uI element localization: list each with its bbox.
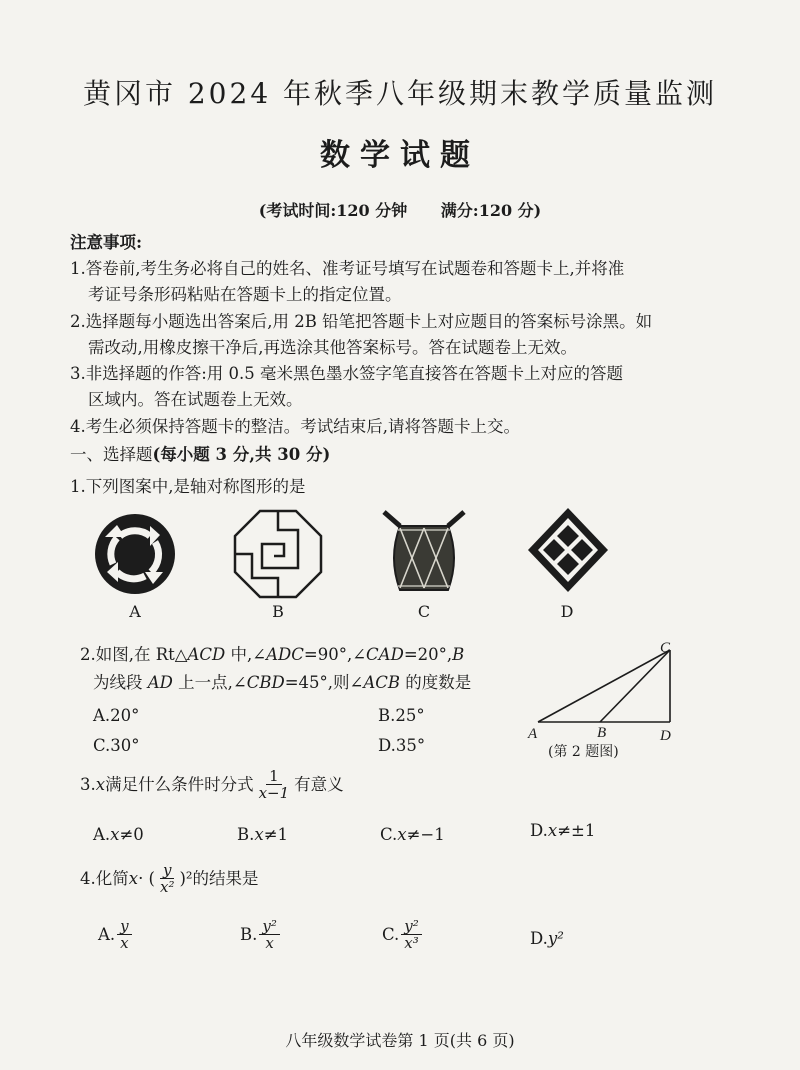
q1-stem: 1.下列图案中,是轴对称图形的是 xyxy=(70,477,306,496)
q2-text: 为线段 xyxy=(93,673,148,692)
q1-label-b: B xyxy=(272,602,284,621)
q2-text: 中,∠ xyxy=(225,645,267,664)
q2-var: ACB xyxy=(363,673,401,692)
q1-label-a: A xyxy=(129,602,141,621)
section-1-heading xyxy=(70,442,330,468)
option-letter: B. xyxy=(240,924,258,944)
q3-var: x xyxy=(95,774,106,794)
q2-var: ADC xyxy=(266,645,304,664)
notice-item-2-line2: 需改动,用橡皮擦干净后,再选涂其他答案标号。答在试题卷上无效。 xyxy=(88,338,577,357)
option-numerator: y² xyxy=(259,918,280,935)
option-rest: ≠0 xyxy=(119,825,144,844)
q2-var: CBD xyxy=(246,673,285,692)
q4-option-b xyxy=(240,918,282,951)
q2-var: B xyxy=(452,645,465,664)
q2-stem-line1 xyxy=(80,642,464,668)
option-var: x xyxy=(254,825,264,844)
option-value: y² xyxy=(547,929,564,948)
q3-denominator: x−1 xyxy=(258,784,290,802)
q4-text: )² xyxy=(179,868,193,888)
q4-numerator: y xyxy=(160,862,174,879)
q3-option-c xyxy=(380,822,445,848)
diamond-squares-icon xyxy=(526,506,610,594)
exam-info xyxy=(0,198,800,221)
option-numerator: y xyxy=(117,918,131,935)
option-var: x xyxy=(547,821,558,840)
q3-option-a xyxy=(93,822,144,848)
option-fraction xyxy=(401,918,422,951)
q3-option-b xyxy=(237,822,288,848)
q2-option-a: A.20° xyxy=(93,706,140,725)
full-score: 满分:120 分) xyxy=(440,201,542,220)
q4-option-d xyxy=(530,926,564,952)
drum-icon xyxy=(378,508,470,598)
point-c-label: C xyxy=(660,640,671,656)
point-d-label: D xyxy=(660,728,671,744)
q2-text: =90°,∠ xyxy=(303,645,367,664)
option-rest: ≠±1 xyxy=(557,821,596,840)
notice-item-3-line2: 区域内。答在试题卷上无效。 xyxy=(88,390,303,409)
q2-stem-line2 xyxy=(93,670,471,696)
q3-option-d xyxy=(530,818,595,844)
notice-item-3-line1: 3.非选择题的作答:用 0.5 毫米黑色墨水签字笔直接答在答题卡上对应的答题 xyxy=(70,364,624,383)
q2-var: CAD xyxy=(366,645,404,664)
notice-item-1-line1: 1.答卷前,考生务必将自己的姓名、准考证号填写在试题卷和答题卡上,并将准 xyxy=(70,259,625,278)
q4-stem xyxy=(80,862,259,895)
q3-text: 满足什么条件时分式 xyxy=(105,774,254,794)
q2-option-d: D.35° xyxy=(378,736,426,755)
q1-label-c: C xyxy=(417,602,431,621)
page-footer: 八年级数学试卷第 1 页(共 6 页) xyxy=(285,1031,515,1050)
point-b-label: B xyxy=(597,725,607,741)
option-rest: ≠1 xyxy=(263,825,289,844)
figure-caption: (第 2 题图) xyxy=(548,744,619,760)
exam-title: 黄冈市 2024 年秋季八年级期末教学质量监测 xyxy=(82,77,718,110)
notice-item-2-line1: 2.选择题每小题选出答案后,用 2B 铅笔把答题卡上对应题目的答案标号涂黑。如 xyxy=(70,312,653,331)
q2-text: =20°, xyxy=(403,645,453,664)
option-letter: C. xyxy=(380,825,398,844)
option-letter: A. xyxy=(93,825,111,844)
triangle-figure xyxy=(520,636,700,762)
option-denominator: x xyxy=(120,934,129,952)
option-var: x xyxy=(110,825,120,844)
option-var: x xyxy=(397,825,407,844)
q4-denominator: x² xyxy=(160,878,175,896)
notice-heading: 注意事项: xyxy=(70,233,143,252)
q2-option-c: C.30° xyxy=(93,736,140,755)
option-letter: D. xyxy=(530,929,548,948)
q3-numerator: 1 xyxy=(266,768,282,785)
section-1-title: 一、选择题 xyxy=(70,445,153,464)
option-fraction xyxy=(117,918,131,951)
q3-text: 3. xyxy=(80,774,96,794)
q2-text: 上一点,∠ xyxy=(172,673,247,692)
section-1-note: (每小题 3 分,共 30 分) xyxy=(152,445,331,464)
notice-item-1-line2: 考证号条形码粘贴在答题卡上的指定位置。 xyxy=(88,285,402,304)
q4-option-c xyxy=(382,918,424,951)
q4-text: 的结果是 xyxy=(192,868,259,888)
option-letter: C. xyxy=(382,924,400,944)
exam-time: (考试时间:120 分钟 xyxy=(258,201,408,220)
option-rest: ≠−1 xyxy=(406,825,445,844)
q2-var: ACD xyxy=(187,645,226,664)
option-denominator: x³ xyxy=(404,934,419,952)
octagon-spiral-icon xyxy=(232,508,324,600)
option-letter: D. xyxy=(530,821,548,840)
option-letter: A. xyxy=(98,924,116,944)
q4-option-a xyxy=(98,918,134,951)
q4-fraction xyxy=(157,862,177,895)
option-letter: B. xyxy=(237,825,255,844)
q2-var: AD xyxy=(147,673,173,692)
point-a-label: A xyxy=(528,726,538,742)
q3-text: 有意义 xyxy=(294,774,344,794)
q4-text: 4.化简 xyxy=(80,868,129,888)
q2-text: =45°,则∠ xyxy=(284,673,364,692)
q2-text: 的度数是 xyxy=(400,673,472,692)
q4-text: · ( xyxy=(138,868,155,888)
roundabout-arrows-icon xyxy=(93,512,177,596)
option-denominator: x xyxy=(265,934,274,952)
q3-stem xyxy=(80,768,344,801)
notice-item-4-line1: 4.考生必须保持答题卡的整洁。考试结束后,请将答题卡上交。 xyxy=(70,417,520,436)
option-fraction xyxy=(259,918,280,951)
q1-label-d: D xyxy=(560,602,574,621)
q2-text: 2.如图,在 Rt△ xyxy=(80,645,188,664)
exam-subtitle: 数学试题 xyxy=(320,138,480,173)
q3-fraction xyxy=(256,768,293,801)
option-numerator: y² xyxy=(401,918,422,935)
q2-option-b: B.25° xyxy=(378,706,425,725)
q4-var: x xyxy=(128,868,139,888)
